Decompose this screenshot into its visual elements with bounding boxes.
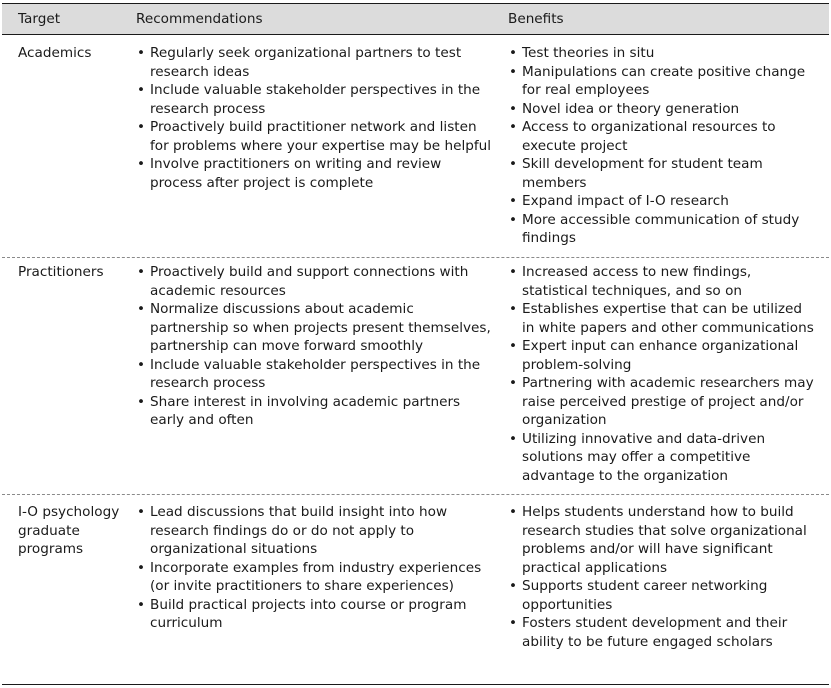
list-item: • Helps students understand how to build research studies that solve organizational problems and/or will have significant practical applications: [508, 503, 818, 577]
header-benefits: Benefits: [508, 11, 564, 27]
list-item: • Expand impact of I-O research: [508, 192, 818, 211]
row-target-label: I-O psychology graduate programs: [18, 504, 120, 557]
list-item: • Share interest in involving academic partners early and often: [136, 393, 496, 430]
list-item: • Increased access to new findings, statistical techniques, and so on: [508, 263, 818, 300]
row-target-label: Practitioners: [18, 264, 104, 280]
list-item: • Skill development for student team members: [508, 155, 818, 192]
list-item: • Include valuable stakeholder perspectives in the research process: [136, 81, 496, 118]
header-recommendations: Recommendations: [136, 11, 263, 27]
row-target-label: Academics: [18, 45, 92, 61]
list-item: • Partnering with academic researchers may raise perceived prestige of project and/or organization: [508, 374, 818, 430]
list-item: • Fosters student development and their ability to be future engaged scholars: [508, 614, 818, 651]
list-item: • More accessible communication of study findings: [508, 211, 818, 248]
list-item: • Incorporate examples from industry experiences (or invite practitioners to share experiences): [136, 559, 496, 596]
list-item: • Manipulations can create positive change for real employees: [508, 63, 818, 100]
header-target: Target: [18, 11, 61, 27]
list-item: • Proactively build and support connections with academic resources: [136, 263, 496, 300]
recommendations-list: [136, 44, 496, 192]
list-item: • Test theories in situ: [508, 44, 818, 63]
list-item: • Novel idea or theory generation: [508, 100, 818, 119]
row-divider: [2, 494, 829, 495]
recommendations-table: [2, 3, 829, 35]
table-header-row: [2, 4, 829, 34]
benefits-list: [508, 503, 818, 651]
list-item: • Include valuable stakeholder perspectives in the research process: [136, 356, 496, 393]
list-item: • Lead discussions that build insight into how research findings do or do not apply to organizational situations: [136, 503, 496, 559]
list-item: • Normalize discussions about academic partnership so when projects present themselves, partnership can move forward smoothly: [136, 300, 496, 356]
benefits-list: [508, 44, 818, 248]
row-divider: [2, 257, 829, 258]
list-item: • Utilizing innovative and data-driven solutions may offer a competitive advantage to the organization: [508, 430, 818, 486]
list-item: • Supports student career networking opportunities: [508, 577, 818, 614]
list-item: • Involve practitioners on writing and review process after project is complete: [136, 155, 496, 192]
list-item: • Regularly seek organizational partners to test research ideas: [136, 44, 496, 81]
table-bottom-rule: [2, 684, 829, 685]
list-item: • Access to organizational resources to execute project: [508, 118, 818, 155]
recommendations-list: [136, 263, 496, 430]
list-item: • Establishes expertise that can be utilized in white papers and other communications: [508, 300, 818, 337]
list-item: • Proactively build practitioner network and listen for problems where your expertise may be helpful: [136, 118, 496, 155]
recommendations-list: [136, 503, 496, 633]
list-item: • Build practical projects into course or program curriculum: [136, 596, 496, 633]
benefits-list: [508, 263, 818, 485]
header-separator: [2, 34, 829, 35]
list-item: • Expert input can enhance organizational problem-solving: [508, 337, 818, 374]
